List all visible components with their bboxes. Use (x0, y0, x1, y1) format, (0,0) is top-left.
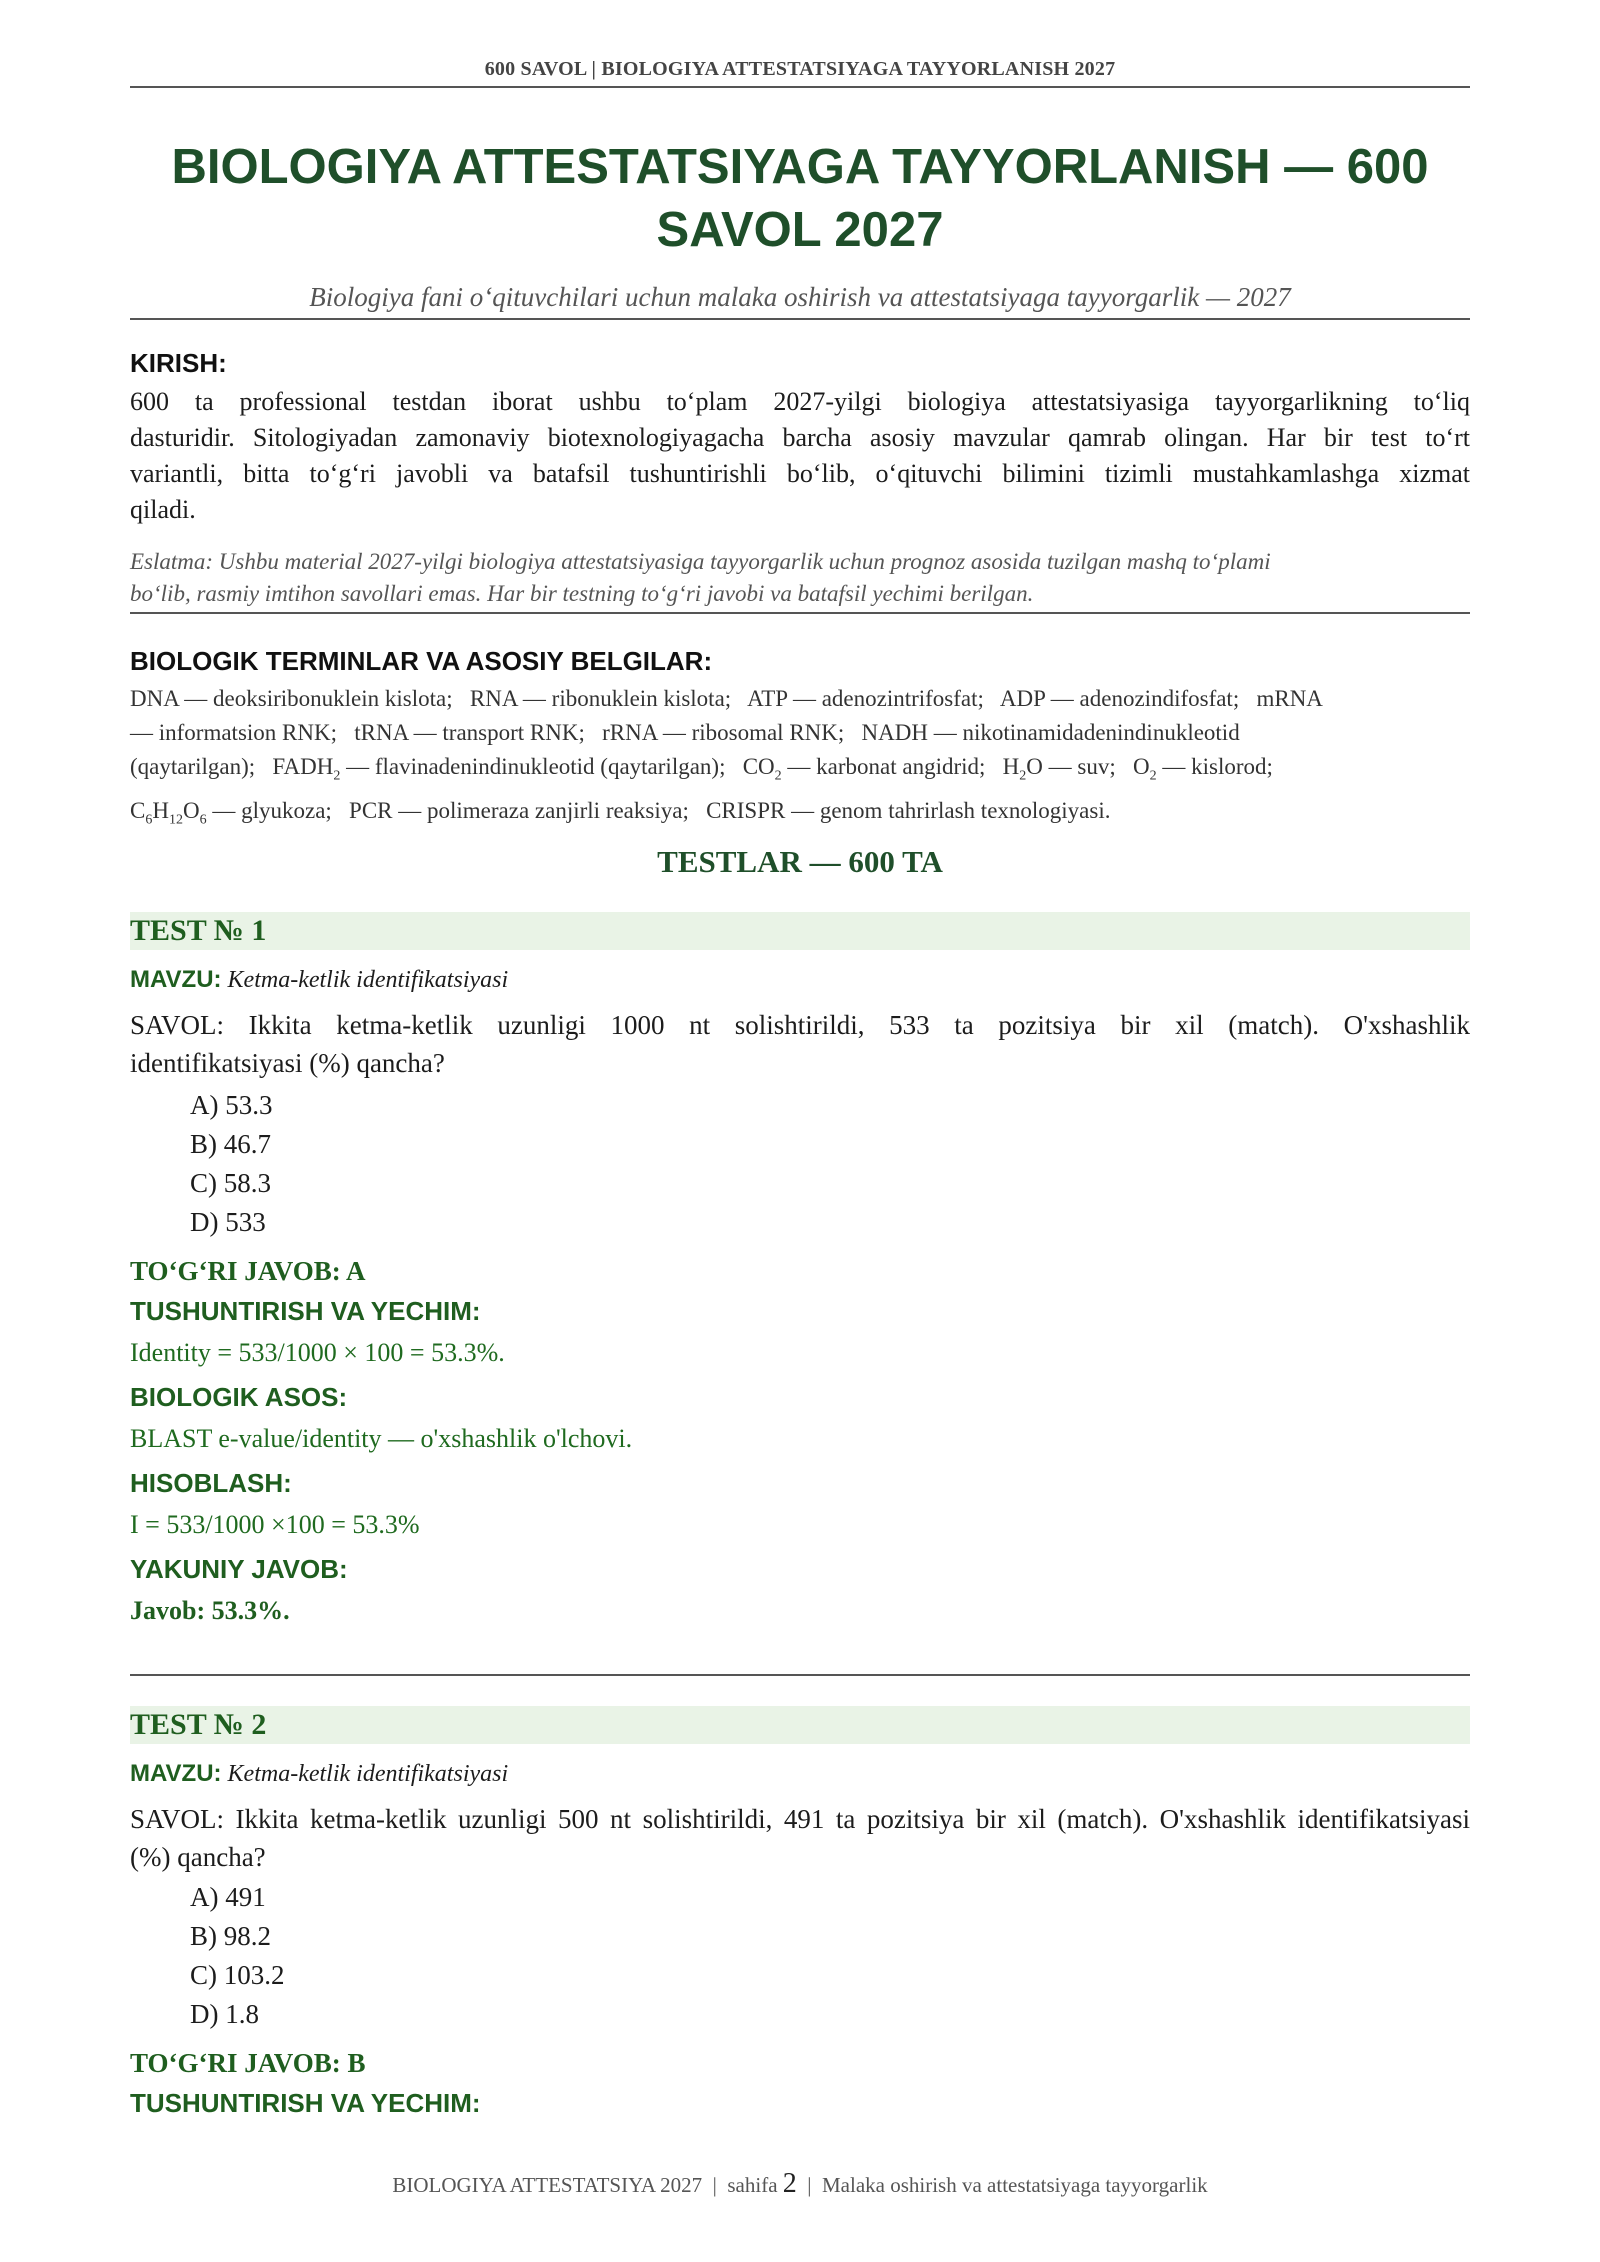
test-1-title: TEST № 1 (130, 914, 267, 947)
test-1-final-text: Javob: 53.3%. (130, 1596, 290, 1625)
test-1-basis-label: BIOLOGIK ASOS: (130, 1382, 348, 1412)
test-1-option-b: B) 46.7 (190, 1129, 271, 1159)
terms-line: (qaytarilgan); $FADH_2$ — flavinadenindinukleotid (qaytarilgan); $CO_2$ — karbonat angidrid; $H_2O$ — suv; $O_2$ — kislorod; (130, 754, 1273, 784)
terms-line: DNA — deoksiribonuklein kislota; RNA — ribonuklein kislota; ATP — adenozintrifosfat; ADP — adenozindifosfat; mRNA (130, 686, 1323, 711)
tests-heading: TESTLAR — 600 TA (657, 844, 943, 879)
running-header: 600 SAVOL | BIOLOGIYA ATTESTATSIYAGA TAYYORLANISH 2027 (484, 58, 1116, 80)
test-1-explanation-text: Identity = 533/1000 × 100 = 53.3%. (130, 1338, 505, 1367)
intro-paragraph (130, 384, 1470, 528)
intro-heading: KIRISH: (130, 348, 227, 378)
intro-line: variantli, bitta toʻgʻri javobli va batafsil tushuntirishli boʻlib, oʻqituvchi bilimini tizimli mustahkamlashga xizmat (130, 459, 1470, 488)
test-1-question (130, 1006, 1470, 1082)
title-rule (130, 318, 1470, 320)
test-1-calc-label: HISOBLASH: (130, 1468, 292, 1498)
question-line: SAVOL: Ikkita ketma-ketlik uzunligi 1000 nt solishtirildi, 533 ta pozitsiya bir xil (match). O'xshashlik (130, 1010, 1470, 1040)
page-title (130, 136, 1470, 262)
test-2-question (130, 1800, 1470, 1876)
terms-line: — informatsion RNK; tRNA — transport RNK; rRNA — ribosomal RNK; NADH — nikotinamidadenindinukleotid (130, 720, 1240, 745)
terms-list (130, 682, 1470, 837)
topic-value: Ketma-ketlik identifikatsiyasi (227, 1761, 509, 1787)
test-2-option-d: D) 1.8 (190, 1999, 259, 2029)
intro-line: dasturidir. Sitologiyadan zamonaviy biotexnologiyagacha barcha asosiy mavzular qamrab olingan. Har bir test toʻrt (130, 423, 1470, 452)
intro-line: 600 ta professional testdan iborat ushbu toʻplam 2027-yilgi biologiya attestatsiyasiga tayyorgarlikning toʻliq (130, 387, 1470, 416)
topic-value: Ketma-ketlik identifikatsiyasi (227, 967, 509, 993)
terms-heading: BIOLOGIK TERMINLAR VA ASOSIY BELGILAR: (130, 646, 713, 676)
test-2-topic (130, 1760, 1470, 1788)
test-separator (130, 1674, 1470, 1676)
header-rule (130, 86, 1470, 88)
test-1-calc-text: I = 533/1000 ×100 = 53.3% (130, 1510, 420, 1539)
terms-line: $C_6H_{12}O_6$ — glyukoza; PCR — polimeraza zanjirli reaksiya; CRISPR — genom tahrirlash texnologiyasi. (130, 797, 1111, 828)
title-line-2: SAVOL 2027 (656, 203, 944, 257)
test-2-title: TEST № 2 (130, 1708, 267, 1741)
footer-left: BIOLOGIYA ATTESTATSIYA 2027 | sahifa (392, 2173, 783, 2197)
test-1-correct-answer: TOʻGʻRI JAVOB: A (130, 1256, 366, 1286)
page-subtitle: Biologiya fani oʻqituvchilari uchun malaka oshirish va attestatsiyaga tayyorgarlik — 2027 (309, 282, 1291, 312)
title-line-1: BIOLOGIYA ATTESTATSIYAGA TAYYORLANISH — 600 (171, 140, 1429, 194)
note-line: boʻlib, rasmiy imtihon savollari emas. Har bir testning toʻgʻri javobi va batafsil yechimi berilgan. (130, 581, 1034, 606)
intro-rule (130, 612, 1470, 614)
test-2-option-c: C) 103.2 (190, 1960, 285, 1990)
test-1-option-d: D) 533 (190, 1207, 266, 1237)
topic-label: MAVZU: (130, 1760, 222, 1787)
test-1-basis-text: BLAST e-value/identity — o'xshashlik o'lchovi. (130, 1424, 633, 1453)
test-1-option-c: C) 58.3 (190, 1168, 271, 1198)
test-2-explanation-label: TUSHUNTIRISH VA YECHIM: (130, 2088, 481, 2118)
test-2-option-a: A) 491 (190, 1882, 266, 1912)
test-2-option-b: B) 98.2 (190, 1921, 271, 1951)
footer-right: | Malaka oshirish va attestatsiyaga tayyorgarlik (796, 2173, 1208, 2197)
topic-label: MAVZU: (130, 966, 222, 993)
test-1-final-label: YAKUNIY JAVOB: (130, 1554, 348, 1584)
test-1-topic (130, 966, 1470, 994)
test-2-correct-answer: TOʻGʻRI JAVOB: B (130, 2048, 366, 2078)
note-line: Eslatma: Ushbu material 2027-yilgi biologiya attestatsiyasiga tayyorgarlik uchun prognoz asosida tuzilgan mashq toʻplami (130, 549, 1271, 574)
page-footer (130, 2168, 1470, 2200)
question-line: identifikatsiyasi (%) qancha? (130, 1048, 445, 1078)
question-line: SAVOL: Ikkita ketma-ketlik uzunligi 500 nt solishtirildi, 491 ta pozitsiya bir xil (match). O'xshashlik identifikatsiyasi (130, 1804, 1470, 1834)
intro-line: qiladi. (130, 495, 196, 524)
intro-note (130, 546, 1470, 610)
test-1-option-a: A) 53.3 (190, 1090, 273, 1120)
question-line: (%) qancha? (130, 1842, 266, 1872)
test-1-title-bar (130, 912, 1470, 950)
test-2-title-bar (130, 1706, 1470, 1744)
page-number: 2 (782, 2168, 797, 2199)
test-1-explanation-label: TUSHUNTIRISH VA YECHIM: (130, 1296, 481, 1326)
